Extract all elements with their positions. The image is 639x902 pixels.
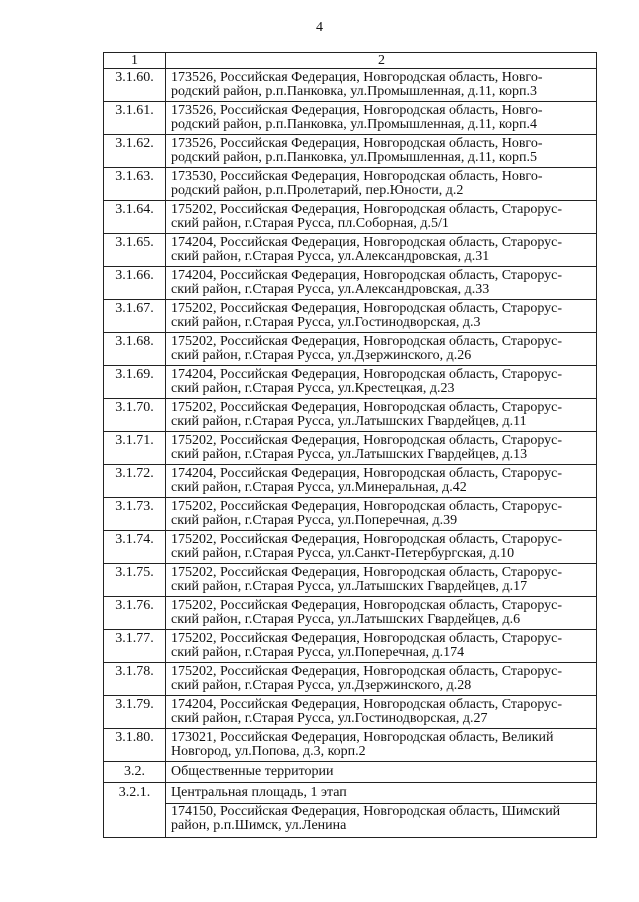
table-row <box>104 729 597 762</box>
header-col-1: 1 <box>104 53 166 69</box>
page-number: 4 <box>316 20 323 35</box>
table-row <box>104 597 597 630</box>
row-address: 175202, Российская Федерация, Новгородская область, Старорус- ский район, г.Старая Русса, ул.Латышских Гвардейцев, д.13 <box>166 432 597 465</box>
row-address: 175202, Российская Федерация, Новгородская область, Старорус- ский район, г.Старая Русса, ул.Дзержинского, д.28 <box>166 663 597 696</box>
row-address: 175202, Российская Федерация, Новгородская область, Старорус- ский район, г.Старая Русса, ул.Латышских Гвардейцев, д.11 <box>166 399 597 432</box>
table-row <box>104 663 597 696</box>
address-table <box>103 52 597 838</box>
table-row <box>104 267 597 300</box>
table-row <box>104 399 597 432</box>
row-address: 175202, Российская Федерация, Новгородская область, Старорус- ский район, г.Старая Русса, ул.Латышских Гвардейцев, д.17 <box>166 564 597 597</box>
section-number: 3.2. <box>104 762 166 783</box>
table-row <box>104 102 597 135</box>
table-row <box>104 498 597 531</box>
table-row <box>104 300 597 333</box>
row-number: 3.1.80. <box>104 729 166 762</box>
table-row <box>104 201 597 234</box>
row-address: 175202, Российская Федерация, Новгородская область, Старорус- ский район, г.Старая Русса, ул.Санкт-Петербургская, д.10 <box>166 531 597 564</box>
item-title: Центральная площадь, 1 этап <box>166 783 597 804</box>
row-number: 3.1.65. <box>104 234 166 267</box>
row-address: 173526, Российская Федерация, Новгородская область, Новго- родский район, р.п.Панковка, ул.Промышленная, д.11, корп.5 <box>166 135 597 168</box>
row-number: 3.1.64. <box>104 201 166 234</box>
item-row <box>104 783 597 804</box>
row-address: 174204, Российская Федерация, Новгородская область, Старорус- ский район, г.Старая Русса, ул.Александровская, д.31 <box>166 234 597 267</box>
section-row <box>104 762 597 783</box>
row-number: 3.1.74. <box>104 531 166 564</box>
row-address: 174204, Российская Федерация, Новгородская область, Старорус- ский район, г.Старая Русса, ул.Крестецкая, д.23 <box>166 366 597 399</box>
row-address: 173526, Российская Федерация, Новгородская область, Новго- родский район, р.п.Панковка, ул.Промышленная, д.11, корп.4 <box>166 102 597 135</box>
row-number: 3.1.76. <box>104 597 166 630</box>
header-col-2: 2 <box>166 53 597 69</box>
row-address: 173021, Российская Федерация, Новгородская область, Великий Новгород, ул.Попова, д.3, корп.2 <box>166 729 597 762</box>
table-row <box>104 234 597 267</box>
row-number: 3.1.67. <box>104 300 166 333</box>
row-address: 175202, Российская Федерация, Новгородская область, Старорус- ский район, г.Старая Русса, ул.Поперечная, д.39 <box>166 498 597 531</box>
row-number: 3.1.71. <box>104 432 166 465</box>
table-row <box>104 333 597 366</box>
row-address: 175202, Российская Федерация, Новгородская область, Старорус- ский район, г.Старая Русса, ул.Поперечная, д.174 <box>166 630 597 663</box>
row-number: 3.1.72. <box>104 465 166 498</box>
table-row <box>104 564 597 597</box>
row-number: 3.1.70. <box>104 399 166 432</box>
row-address: 174204, Российская Федерация, Новгородская область, Старорус- ский район, г.Старая Русса, ул.Александровская, д.33 <box>166 267 597 300</box>
row-address: 175202, Российская Федерация, Новгородская область, Старорус- ский район, г.Старая Русса, ул.Гостинодворская, д.3 <box>166 300 597 333</box>
row-address: 175202, Российская Федерация, Новгородская область, Старорус- ский район, г.Старая Русса, ул.Латышских Гвардейцев, д.6 <box>166 597 597 630</box>
table-row <box>104 69 597 102</box>
row-number: 3.1.60. <box>104 69 166 102</box>
row-number: 3.1.63. <box>104 168 166 201</box>
table-row <box>104 168 597 201</box>
row-address: 173526, Российская Федерация, Новгородская область, Новго- родский район, р.п.Панковка, ул.Промышленная, д.11, корп.3 <box>166 69 597 102</box>
row-address: 175202, Российская Федерация, Новгородская область, Старорус- ский район, г.Старая Русса, ул.Дзержинского, д.26 <box>166 333 597 366</box>
table-row <box>104 366 597 399</box>
table-row <box>104 531 597 564</box>
row-number: 3.1.69. <box>104 366 166 399</box>
row-number: 3.1.73. <box>104 498 166 531</box>
row-number: 3.1.66. <box>104 267 166 300</box>
row-number: 3.1.68. <box>104 333 166 366</box>
table-row <box>104 135 597 168</box>
table-row <box>104 696 597 729</box>
section-title: Общественные территории <box>166 762 597 783</box>
row-number: 3.1.75. <box>104 564 166 597</box>
row-address: 174204, Российская Федерация, Новгородская область, Старорус- ский район, г.Старая Русса, ул.Гостинодворская, д.27 <box>166 696 597 729</box>
table-row <box>104 465 597 498</box>
row-number: 3.1.79. <box>104 696 166 729</box>
row-address: 173530, Российская Федерация, Новгородская область, Новго- родский район, р.п.Пролетарий, пер.Юности, д.2 <box>166 168 597 201</box>
row-number: 3.1.78. <box>104 663 166 696</box>
address-table-body <box>104 53 597 838</box>
row-number: 3.1.62. <box>104 135 166 168</box>
table-row <box>104 630 597 663</box>
item-address: 174150, Российская Федерация, Новгородская область, Шимский район, р.п.Шимск, ул.Ленина <box>166 804 597 838</box>
row-number: 3.1.77. <box>104 630 166 663</box>
table-header-row <box>104 53 597 69</box>
item-address-row <box>104 804 597 838</box>
row-address: 175202, Российская Федерация, Новгородская область, Старорус- ский район, г.Старая Русса, пл.Соборная, д.5/1 <box>166 201 597 234</box>
table-row <box>104 432 597 465</box>
row-address: 174204, Российская Федерация, Новгородская область, Старорус- ский район, г.Старая Русса, ул.Минеральная, д.42 <box>166 465 597 498</box>
row-number: 3.1.61. <box>104 102 166 135</box>
item-number: 3.2.1. <box>104 783 166 838</box>
